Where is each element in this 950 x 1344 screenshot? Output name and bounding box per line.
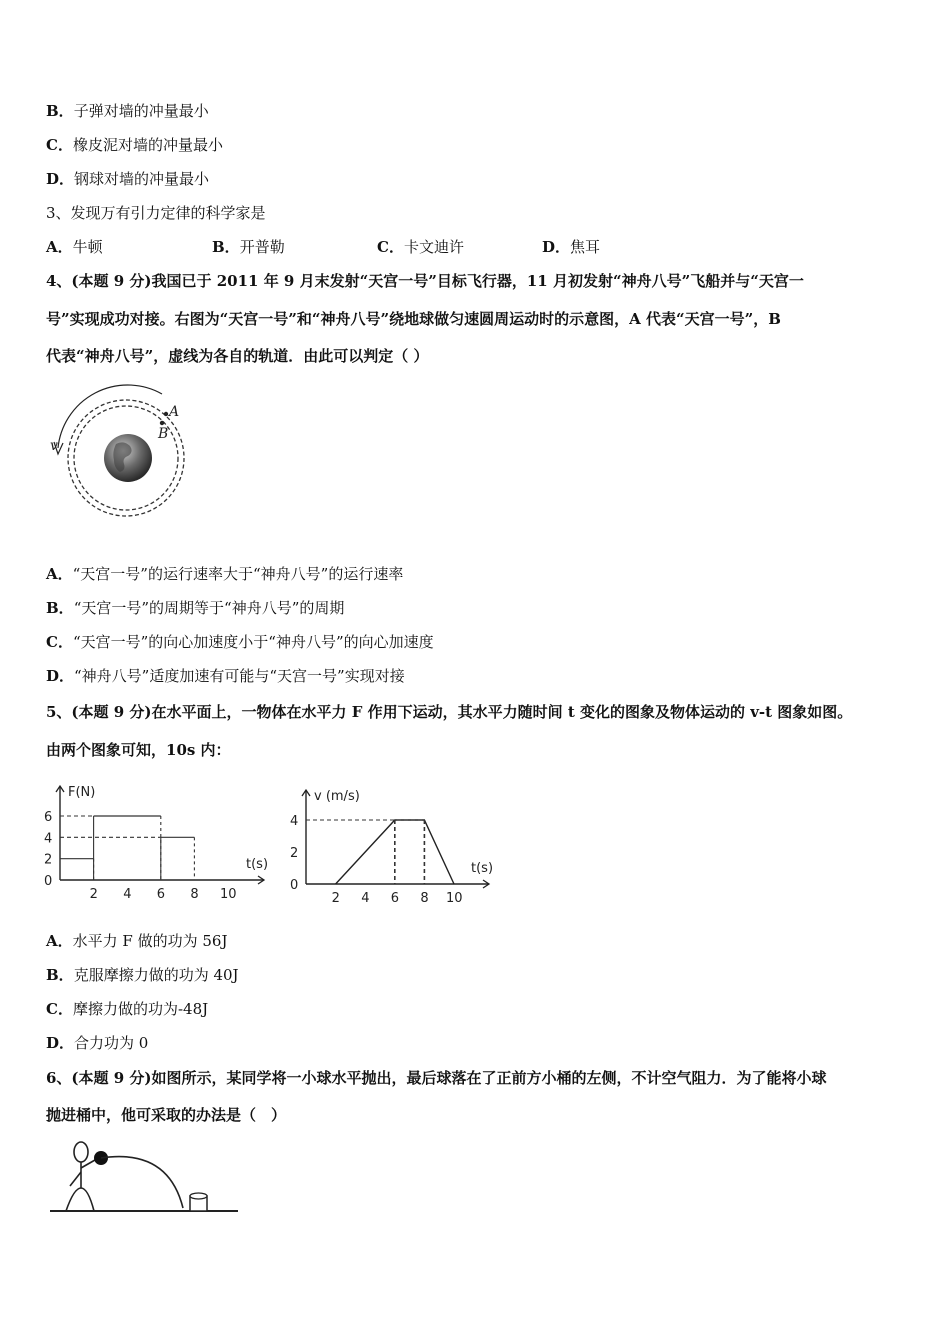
x-axis-title: t(s) bbox=[471, 861, 494, 876]
option-text: 钢球对墙的冲量最小 bbox=[74, 170, 210, 188]
throw-figure bbox=[48, 1138, 243, 1218]
q4-option-b: B．“天宫一号”的周期等于“神舟八号”的周期 bbox=[46, 599, 345, 617]
y-tick-label: 6 bbox=[44, 810, 53, 825]
option-letter: B． bbox=[46, 102, 74, 120]
y-axis-title: v (m/s) bbox=[314, 789, 360, 804]
x-tick-label: 10 bbox=[220, 887, 237, 902]
q3-option-c: C．卡文迪许 bbox=[377, 238, 464, 256]
q3-option-b: B．开普勒 bbox=[212, 238, 285, 256]
x-tick-label: 2 bbox=[331, 891, 340, 906]
q4-option-c: C．“天宫一号”的向心加速度小于“神舟八号”的向心加速度 bbox=[46, 633, 434, 651]
y-tick-label: 0 bbox=[44, 874, 53, 889]
q5-option-d: D．合力功为 0 bbox=[46, 1034, 149, 1052]
q5-option-b: B．克服摩擦力做的功为 40J bbox=[46, 966, 239, 984]
satellite-a bbox=[164, 412, 168, 416]
q6-stem-line1: 6、(本题 9 分)如图所示，某同学将一小球水平抛出，最后球落在了正前方小桶的左侧，不计空气阻力．为了能将小球 bbox=[46, 1069, 827, 1087]
q4-stem-line2: 号”实现成功对接。右图为“天宫一号”和“神舟八号”绕地球做匀速圆周运动时的示意图，A 代表“天宫一号”，B bbox=[46, 310, 781, 328]
person-arm-left bbox=[70, 1172, 81, 1186]
y-tick-label: 4 bbox=[44, 831, 53, 847]
q4-option-d: D．“神舟八号”适度加速有可能与“天宫一号”实现对接 bbox=[46, 667, 405, 685]
label-v: v bbox=[50, 438, 58, 454]
q4-option-a: A．“天宫一号”的运行速率大于“神舟八号”的运行速率 bbox=[46, 565, 404, 583]
q5-option-a: A．水平力 F 做的功为 56J bbox=[46, 932, 228, 950]
label-b: B bbox=[158, 426, 169, 442]
q5-stem-line2: 由两个图象可知，10s 内： bbox=[46, 741, 231, 759]
y-axis-title: F(N) bbox=[68, 785, 96, 800]
ball-trajectory bbox=[101, 1157, 183, 1208]
satellite-b bbox=[160, 421, 164, 425]
q2-option-c bbox=[46, 135, 223, 155]
q5-stem-line1: 5、(本题 9 分)在水平面上，一物体在水平力 F 作用下运动，其水平力随时间 t 变化的图象及物体运动的 v-t 图象如图。 bbox=[46, 703, 853, 721]
x-tick-label: 8 bbox=[190, 887, 199, 902]
person-head bbox=[74, 1142, 88, 1162]
option-letter: C． bbox=[46, 136, 73, 154]
q2-option-b bbox=[46, 101, 209, 121]
y-tick-label: 2 bbox=[44, 852, 53, 868]
q5-option-c: C．摩擦力做的功为-48J bbox=[46, 1000, 209, 1018]
x-tick-label: 10 bbox=[446, 891, 463, 906]
option-text: 子弹对墙的冲量最小 bbox=[73, 102, 209, 120]
y-tick-label: 4 bbox=[290, 814, 299, 829]
q2-option-d bbox=[46, 169, 209, 189]
x-tick-label: 4 bbox=[361, 891, 370, 906]
person-legs bbox=[66, 1188, 94, 1211]
y-tick-label: 2 bbox=[290, 846, 299, 861]
q4-stem-line1: 4、(本题 9 分)我国已于 2011 年 9 月末发射“天宫一号”目标飞行器，11 月初发射“神舟八号”飞船并与“天宫一 bbox=[46, 272, 804, 290]
q3-option-a: A．牛顿 bbox=[46, 238, 103, 256]
y-tick-label: 0 bbox=[290, 878, 299, 893]
x-tick-label: 6 bbox=[390, 891, 400, 906]
earth-icon bbox=[104, 434, 152, 482]
option-text: 橡皮泥对墙的冲量最小 bbox=[72, 136, 223, 154]
bucket-rim bbox=[190, 1193, 207, 1199]
x-tick-label: 4 bbox=[123, 887, 132, 902]
q3-stem: 3、发现万有引力定律的科学家是 bbox=[46, 204, 266, 222]
x-axis-title: t(s) bbox=[246, 857, 269, 872]
x-tick-label: 2 bbox=[89, 887, 98, 902]
velocity-arc bbox=[58, 385, 162, 448]
orbit-figure bbox=[44, 388, 194, 523]
q3-option-d: D．焦耳 bbox=[542, 238, 601, 256]
x-tick-label: 6 bbox=[156, 887, 166, 902]
q4-stem-line3: 代表“神舟八号”，虚线为各自的轨道．由此可以判定（ ） bbox=[46, 347, 429, 365]
q6-stem-line2: 抛进桶中，他可采取的办法是（ ） bbox=[46, 1106, 287, 1124]
label-a: A bbox=[169, 404, 180, 420]
force-time-chart bbox=[44, 778, 284, 908]
velocity-time-chart bbox=[284, 782, 514, 912]
x-tick-label: 8 bbox=[420, 891, 429, 906]
option-letter: D． bbox=[46, 170, 75, 188]
